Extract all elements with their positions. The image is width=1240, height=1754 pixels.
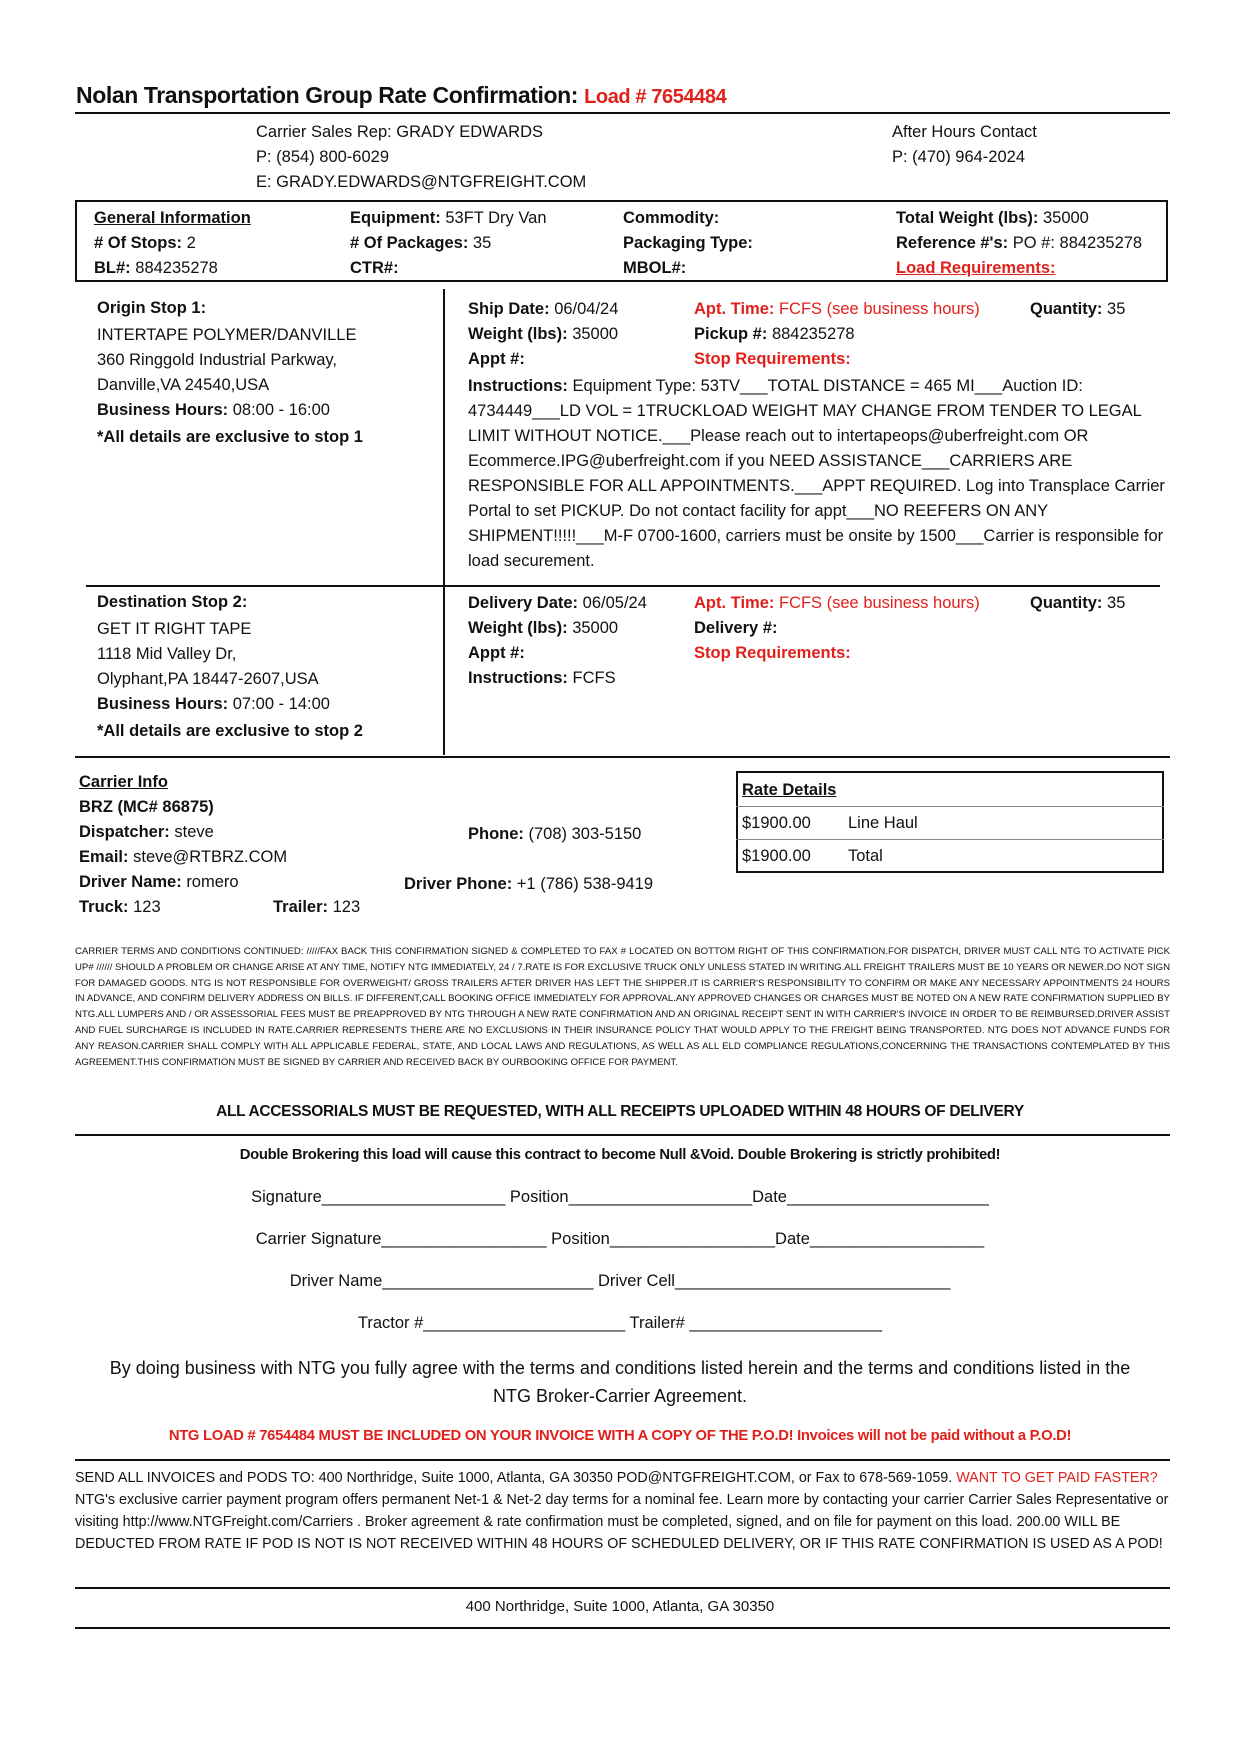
stops-count: # Of Stops: 2 [94,234,196,252]
truck-number: Truck: 123 [79,898,161,916]
rate-row-desc: Line Haul [848,814,918,832]
stops-bottom-rule [75,756,1170,758]
invoice-pod-notice: NTG LOAD # 7654484 MUST BE INCLUDED ON YOUR INVOICE WITH A COPY OF THE P.O.D! Invoices will not be paid without a P.O.D! [168,1428,1072,1444]
accessorials-rule [75,1134,1170,1136]
origin-apt-time: Apt. Time: FCFS (see business hours) [694,300,980,318]
destination-instructions: Instructions: FCFS [468,669,616,687]
delivery-date: Delivery Date: 06/05/24 [468,594,647,612]
total-weight: Total Weight (lbs): 35000 [896,209,1089,227]
trailer-number: Trailer: 123 [273,898,361,916]
origin-stop-info [97,296,437,450]
footer-rule-bottom [75,1627,1170,1629]
carrier-terms: CARRIER TERMS AND CONDITIONS CONTINUED: /////FAX BACK THIS CONFIRMATION SIGNED & COMPLETED TO FAX # LOCATED ON BOTTOM RIGHT OF THIS CONFIRMATION.FOR DISPATCH, DRIVER MUST CALL NTG TO ACTIVATE PICK UP# ////// SHOULD A PROBLEM OR CHANGE ARISE AT ANY TIME, NOTIFY NTG IMMEDIATELY, 24 / 7.RATE IS FOR EXCLUSIVE TRUCK ONLY UNLESS STATED IN WRITING.ALL FREIGHT TRAILERS MUST BE 10 YEARS OR NEWER.DO NOT SIGN FOR DAMAGED GOODS. NTG IS NOT RESPONSIBLE FOR OVERWEIGHT/ GROSS TRAILERS AFTER DRIVER HAS LEFT THE SHIPPER.IT IS CARRIER'S RESPONSIBILITY TO CONFIRM OR MAKE ANY NECESSARY APPOINTMENTS 24 HOURS IN ADVANCE, AND CONFIRM DELIVERY ADDRESS ON BILLS. IF DIFFERENT,CALL BOOKING OFFICE IMMEDIATELY FOR APPROVAL.ANY APPROVED CHANGES OR CHARGES MUST BE NOTED ON A NEW RATE CONFIRMATION SUPPLIED BY NTG.ALL LUMPERS AND / OR ASSESSORIAL FEES MUST BE PREAPPROVED BY NTG THROUGH A NEW RATE CONFIRMATION AND AN ORIGINAL RECEIPT SENT IN WITH CARRIER'S INVOICE IN ORDER TO BE REIMBURSED.DRIVER ASSIST AND FUEL SURCHARGE IS INCLUDED IN RATE.CARRIER REPRESENTS THERE ARE NO EXCLUSIONS IN THEIR INSURANCE POLICY THAT WOULD APPLY TO THE FREIGHT BEING TRANSPORTED. NTG DOES NOT ADVANCE FUNDS FOR ANY REASON.CARRIER SHALL COMPLY WITH ALL APPLICABLE FEDERAL, STATE, AND LOCAL LAWS AND REGULATIONS, AS WELL AS ALL ELD COMPLIANCE REGULATIONS,CONCERNING THE TRANSACTIONS CONTEMPLATED BY THIS AGREEMENT.THIS CONFIRMATION MUST BE SIGNED BY CARRIER AND RECEIVED BACK BY OURBOOKING OFFICE FOR PAYMENT. [75,946,1170,1068]
payment-instructions: SEND ALL INVOICES and PODS TO: 400 Northridge, Suite 1000, Atlanta, GA 30350 POD@NTGFREIGHT.COM, or Fax to 678-569-1059. WANT TO GET PAID FASTER? NTG's exclusive carrier payment program offers permanent Net-1 & Net-2 day terms for a nominal fee. Learn more by contacting your carrier Carrier Sales Representative or visiting http://www.NTGFreight.com/Carriers . Broker agreement & rate confirmation must be completed, signed, and on file for payment on this load. 200.00 WILL BE DEDUCTED FROM RATE IF POD IS NOT IS NOT RECEIVED WITHIN 48 HOURS OF SCHEDULED DELIVERY, OR IF THIS RATE CONFIRMATION IS USED AS A POD! [75,1470,1169,1552]
carrier-phone: Phone: (708) 303-5150 [468,825,642,843]
sales-rep: Carrier Sales Rep: GRADY EDWARDS [256,123,543,141]
load-number: Load # 7654484 [584,86,727,108]
origin-appt: Appt #: [468,350,525,368]
carrier-email: Email: steve@RTBRZ.COM [79,848,288,866]
dispatcher: Dispatcher: steve [79,823,214,841]
origin-exclusive-note: *All details are exclusive to stop 1 [97,428,363,446]
destination-appt: Appt #: [468,644,525,662]
rate-row: $1900.00 [742,847,811,865]
tractor-trailer-line[interactable]: Tractor #______________________ Trailer# _____________________ [357,1314,883,1332]
reference-numbers: Reference #'s: PO #: 884235278 [896,234,1143,252]
driver-phone: Driver Phone: +1 (786) 538-9419 [404,875,654,893]
destination-stop-requirements: Stop Requirements: [694,644,851,662]
packaging-type: Packaging Type: [623,234,753,252]
destination-heading: Destination Stop 2: [97,593,248,611]
driver-name: Driver Name: romero [79,873,239,891]
ship-date: Ship Date: 06/04/24 [468,300,619,318]
sales-rep-phone: P: (854) 800-6029 [256,148,390,166]
destination-address-1: 1118 Mid Valley Dr, [97,645,237,663]
origin-address-1: 360 Ringgold Industrial Parkway, [97,351,337,369]
page-title [76,82,726,109]
equipment: Equipment: 53FT Dry Van [350,209,547,227]
origin-address-2: Danville,VA 24540,USA [97,376,270,394]
origin-heading: Origin Stop 1: [97,299,207,317]
destination-business-hours: Business Hours: 07:00 - 14:00 [97,695,330,713]
after-hours-phone: P: (470) 964-2024 [892,148,1026,166]
rate-row: $1900.00 [742,814,811,832]
company-address: 400 Northridge, Suite 1000, Atlanta, GA 30350 [465,1598,775,1615]
origin-business-hours: Business Hours: 08:00 - 16:00 [97,401,330,419]
load-requirements-link[interactable]: Load Requirements: [896,259,1056,277]
destination-name: GET IT RIGHT TAPE [97,620,252,638]
carrier-name: BRZ (MC# 86875) [79,798,214,816]
stops-divider [443,289,445,755]
origin-instructions: Instructions: Equipment Type: 53TV___TOTAL DISTANCE = 465 MI___Auction ID: 4734449___LD VOL = 1TRUCKLOAD WEIGHT MAY CHANGE FROM TENDER TO LEGAL LIMIT WITHOUT NOTICE.___Please reach out to intertapeops@uberfreight.com OR Ecommerce.IPG@uberfreight.com if you NEED ASSISTANCE___CARRIERS ARE RESPONSIBLE FOR ALL APPOINTMENTS.___APPT REQUIRED. Log into Transplace Carrier Portal to set PICKUP. Do not contact facility for appt___NO REEFERS ON ANY SHIPMENT!!!!!___M-F 0700-1600, carriers must be onsite by 1500___Carrier is responsible for load securement. [468,377,1165,570]
after-hours-contact [892,120,1037,170]
origin-name: INTERTAPE POLYMER/DANVILLE [97,326,357,344]
destination-address-2: Olyphant,PA 18447-2607,USA [97,670,319,688]
title-rule [75,112,1170,114]
driver-name-line[interactable]: Driver Name_______________________ Driver Cell______________________________ [289,1272,951,1290]
destination-weight: Weight (lbs): 35000 [468,619,619,637]
sales-rep-contact [256,120,586,195]
destination-exclusive-note: *All details are exclusive to stop 2 [97,722,363,740]
double-brokering-notice: Double Brokering this load will cause this contract to become Null &Void. Double Brokering is strictly prohibited! [239,1147,1001,1163]
agreement-statement: By doing business with NTG you fully agree with the terms and conditions listed herein and the terms and conditions listed in the NTG Broker-Carrier Agreement. [109,1358,1131,1406]
carrier-signature-line[interactable]: Carrier Signature__________________ Position__________________Date___________________ [255,1230,985,1248]
rate-row-desc: Total [848,847,883,865]
ctr-number: CTR#: [350,259,399,277]
destination-quantity: Quantity: 35 [1030,594,1126,612]
destination-stop-info [97,590,437,744]
signature-line[interactable]: Signature____________________ Position____________________Date______________________ [251,1188,989,1206]
carrier-info-heading: Carrier Info [79,773,168,791]
accessorials-notice: ALL ACCESSORIALS MUST BE REQUESTED, WITH ALL RECEIPTS UPLOADED WITHIN 48 HOURS OF DELIVERY [216,1103,1024,1120]
sales-rep-email: E: GRADY.EDWARDS@NTGFREIGHT.COM [256,173,587,191]
want-paid-faster: WANT TO GET PAID FASTER? [956,1470,1158,1486]
delivery-number: Delivery #: [694,619,778,637]
rate-rule-1 [736,806,1164,807]
mbol-number: MBOL#: [623,259,687,277]
origin-stop-requirements: Stop Requirements: [694,350,851,368]
footer-rule-top [75,1587,1170,1589]
origin-weight: Weight (lbs): 35000 [468,325,619,343]
commodity: Commodity: [623,209,720,227]
destination-apt-time: Apt. Time: FCFS (see business hours) [694,594,980,612]
general-info-heading: General Information [94,209,251,227]
rate-rule-2 [736,839,1164,840]
after-hours-label: After Hours Contact [892,123,1037,141]
invoice-rule [75,1459,1170,1461]
origin-quantity: Quantity: 35 [1030,300,1126,318]
bl-number: BL#: 884235278 [94,259,218,277]
rate-details-heading: Rate Details [742,781,837,799]
pickup-number: Pickup #: 884235278 [694,325,855,343]
packages-count: # Of Packages: 35 [350,234,492,252]
document-title: Nolan Transportation Group Rate Confirmation: [76,82,579,108]
stop-separator [86,585,1160,587]
